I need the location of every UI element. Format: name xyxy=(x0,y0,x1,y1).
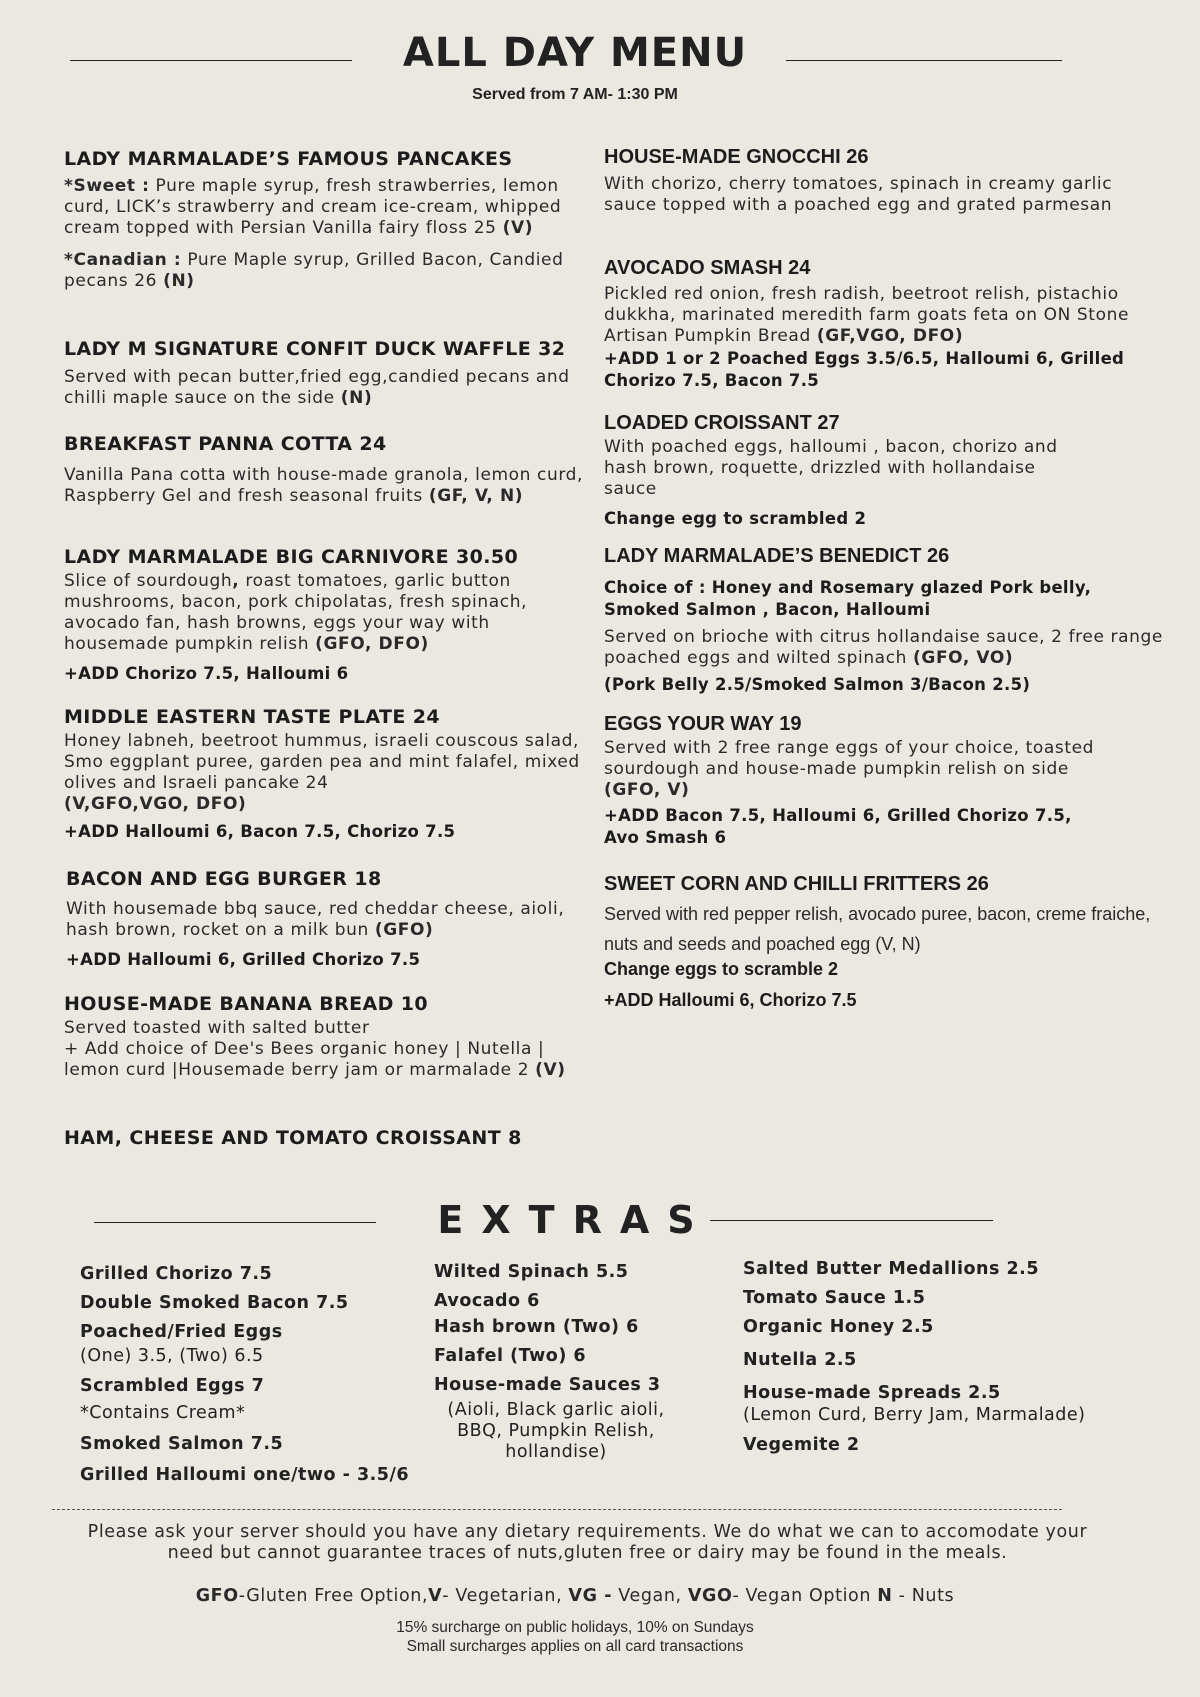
diet-tag: (GFO, V) xyxy=(604,780,690,800)
surcharge-line: 15% surcharge on public holidays, 10% on Sundays xyxy=(396,1619,754,1636)
extra-smoked-bacon xyxy=(80,1293,349,1313)
extra-label: Poached/Fried Eggs xyxy=(80,1322,283,1342)
extra-label: Grilled Chorizo 7.5 xyxy=(80,1264,273,1284)
item-title: LOADED CROISSANT 27 xyxy=(604,412,840,434)
extra-label: Avocado 6 xyxy=(434,1291,540,1311)
item-description: Served with red pepper relish, avocado puree, bacon, creme fraiche, nuts and seeds and poached egg (V, N) xyxy=(604,904,1151,954)
extra-label: Tomato Sauce 1.5 xyxy=(743,1288,926,1308)
footer-divider xyxy=(52,1509,1062,1510)
menu-item-duck-waffle xyxy=(64,338,589,409)
item-description xyxy=(604,284,1169,347)
extra-grilled-chorizo xyxy=(80,1264,272,1284)
legend-text: - Nuts xyxy=(892,1586,955,1606)
sauce-line: BBQ, Pumpkin Relish, xyxy=(457,1421,655,1441)
item-title: HOUSE-MADE GNOCCHI 26 xyxy=(604,146,869,168)
item-addons: +ADD Chorizo 7.5, Halloumi 6 xyxy=(64,664,349,683)
item-description xyxy=(66,899,591,941)
item-title: HAM, CHEESE AND TOMATO CROISSANT 8 xyxy=(64,1127,522,1149)
menu-item-banana-bread xyxy=(64,993,589,1081)
option-label: *Canadian : xyxy=(64,250,182,270)
desc-text: Vanilla Pana cotta with house-made granola, lemon curd, Raspberry Gel and fresh seasonal fruits xyxy=(64,465,584,506)
item-description xyxy=(64,1039,589,1081)
menu-item-ham-croissant xyxy=(64,1127,522,1149)
legend-text: -Gluten Free Option, xyxy=(238,1586,429,1606)
item-addons: (Pork Belly 2.5/Smoked Salmon 3/Bacon 2.5) xyxy=(604,675,1031,694)
extra-label: Hash brown (Two) 6 xyxy=(434,1317,639,1337)
extra-label: Salted Butter Medallions 2.5 xyxy=(743,1259,1039,1279)
diet-tag: (V,GFO,VGO, DFO) xyxy=(64,794,247,814)
item-addons: Change eggs to scramble 2 xyxy=(604,959,839,979)
menu-title: ALL DAY MENU xyxy=(402,30,748,76)
item-description: Honey labneh, beetroot hummus, israeli couscous salad, Smo eggplant puree, garden pea and mint falafel, mixed olives and Israeli pancake 24 xyxy=(64,731,580,793)
item-title: MIDDLE EASTERN TASTE PLATE 24 xyxy=(64,706,440,728)
desc-text: Served on brioche with citrus hollandaise sauce, 2 free range poached eggs and wilted spinach xyxy=(604,627,1163,668)
extra-hash-brown xyxy=(434,1317,639,1337)
desc-text: Slice of sourdough xyxy=(64,571,233,591)
item-choice: Choice of : Honey and Rosemary glazed Pork belly, Smoked Salmon , Bacon, Halloumi xyxy=(604,578,1092,619)
menu-item-loaded-croissant xyxy=(604,412,1074,530)
extra-label: Double Smoked Bacon 7.5 xyxy=(80,1293,349,1313)
legend-key: VGO xyxy=(687,1586,733,1606)
extra-label: House-made Spreads 2.5 xyxy=(743,1383,1001,1403)
menu-item-big-carnivore xyxy=(64,546,589,685)
legend-text: Vegan, xyxy=(612,1586,688,1606)
extra-scrambled-eggs xyxy=(80,1376,264,1396)
extra-sauces-desc xyxy=(426,1400,686,1463)
item-title: EGGS YOUR WAY 19 xyxy=(604,713,802,735)
extra-salted-butter xyxy=(743,1259,1039,1279)
extra-label: Wilted Spinach 5.5 xyxy=(434,1262,629,1282)
item-addons: Change egg to scrambled 2 xyxy=(604,509,867,528)
extra-nutella xyxy=(743,1350,857,1370)
extra-scrambled-note: *Contains Cream* xyxy=(80,1403,246,1423)
legend-text: - Vegetarian, xyxy=(442,1586,569,1606)
extra-organic-honey xyxy=(743,1317,934,1337)
menu-item-eggs-your-way xyxy=(604,713,1164,849)
extra-label: Smoked Salmon 7.5 xyxy=(80,1434,284,1454)
item-description: With poached eggs, halloumi , bacon, chorizo and hash brown, roquette, drizzled with hollandaise sauce xyxy=(604,437,1058,499)
option-label: *Sweet : xyxy=(64,176,150,196)
item-description xyxy=(64,250,584,292)
extra-label: Nutella 2.5 xyxy=(743,1350,857,1370)
item-addons: +ADD Halloumi 6, Grilled Chorizo 7.5 xyxy=(66,950,421,969)
extra-label: Grilled Halloumi one/two - 3.5/6 xyxy=(80,1465,410,1485)
item-description xyxy=(64,465,589,507)
extra-label: Scrambled Eggs 7 xyxy=(80,1376,265,1396)
desc-text: roast tomatoes, garlic button mushrooms, bacon, pork chipolatas, fresh spinach, avocado fan, hash browns, eggs your way with housemade pumpkin relish xyxy=(64,571,528,654)
extra-label: Falafel (Two) 6 xyxy=(434,1346,587,1366)
legend-text: - Vegan Option xyxy=(732,1586,878,1606)
surcharge-line: Small surcharges applies on all card transactions xyxy=(406,1638,744,1655)
extra-avocado xyxy=(434,1291,540,1311)
sauce-line: (Aioli, Black garlic aioli, xyxy=(447,1400,665,1420)
extra-label: House-made Sauces 3 xyxy=(434,1375,661,1395)
legend-key: V xyxy=(428,1586,443,1606)
extra-tomato-sauce xyxy=(743,1288,925,1308)
extra-sauces xyxy=(434,1375,661,1395)
item-title: BACON AND EGG BURGER 18 xyxy=(66,868,382,890)
diet-tag: (GF, V, N) xyxy=(428,486,524,506)
item-addons: +ADD Bacon 7.5, Halloumi 6, Grilled Chorizo 7.5, Avo Smash 6 xyxy=(604,806,1072,847)
item-title: LADY M SIGNATURE CONFIT DUCK WAFFLE 32 xyxy=(64,338,566,360)
menu-item-benedict xyxy=(604,545,1164,696)
item-title: LADY MARMALADE BIG CARNIVORE 30.50 xyxy=(64,546,519,568)
legend-key: VG - xyxy=(568,1586,613,1606)
menu-item-pancakes xyxy=(64,148,584,292)
diet-legend xyxy=(0,1586,1150,1606)
item-description: With chorizo, cherry tomatoes, spinach in creamy garlic sauce topped with a poached egg and grated parmesan xyxy=(604,174,1113,215)
item-addons: +ADD Halloumi 6, Bacon 7.5, Chorizo 7.5 xyxy=(64,822,456,841)
menu-item-corn-fritters xyxy=(604,873,1169,1011)
item-description: Served toasted with salted butter xyxy=(64,1018,370,1038)
diet-tag: (GFO) xyxy=(374,920,434,940)
desc-text: + Add choice of Dee's Bees organic honey | Nutella | lemon curd |Housemade berry jam or marmalade 2 xyxy=(64,1039,545,1080)
dietary-notice: Please ask your server should you have any dietary requirements. We do what we can to accomodate your need but cannot guarantee traces of nuts,gluten free or dairy may be found in the meals. xyxy=(87,1522,1088,1563)
item-description xyxy=(604,627,1164,669)
item-title: LADY MARMALADE’S FAMOUS PANCAKES xyxy=(64,148,513,170)
desc-text: Served with pecan butter,fried egg,candied pecans and chilli maple sauce on the side xyxy=(64,367,570,408)
item-description: Served with 2 free range eggs of your choice, toasted sourdough and house-made pumpkin relish on side xyxy=(604,738,1095,779)
extra-spreads-desc: (Lemon Curd, Berry Jam, Marmalade) xyxy=(743,1405,1086,1425)
menu-item-panna-cotta xyxy=(64,433,589,507)
item-addons: +ADD Halloumi 6, Chorizo 7.5 xyxy=(604,990,857,1010)
legend-key: GFO xyxy=(195,1586,239,1606)
legend-key: N xyxy=(877,1586,893,1606)
extras-title: EXTRAS xyxy=(437,1198,713,1242)
diet-tag: (GF,VGO, DFO) xyxy=(816,326,964,346)
extra-vegemite xyxy=(743,1435,860,1455)
menu-subtitle: Served from 7 AM- 1:30 PM xyxy=(472,86,678,103)
diet-tag: (GFO, DFO) xyxy=(315,634,429,654)
menu-item-gnocchi xyxy=(604,146,1164,216)
diet-tag: (N) xyxy=(163,271,195,291)
option-text: Pure Maple syrup, Grilled Bacon, Candied pecans 26 xyxy=(64,250,564,291)
diet-tag: (N) xyxy=(340,388,373,408)
extra-label: Vegemite 2 xyxy=(743,1435,860,1455)
surcharge-notice xyxy=(0,1618,1150,1656)
extra-label: Organic Honey 2.5 xyxy=(743,1317,934,1337)
item-description xyxy=(64,176,584,239)
menu-item-avocado-smash xyxy=(604,257,1169,392)
extra-falafel xyxy=(434,1346,586,1366)
sauce-line: hollandise) xyxy=(505,1442,607,1462)
extra-grilled-halloumi xyxy=(80,1465,409,1485)
menu-item-middle-eastern xyxy=(64,706,589,843)
item-title: SWEET CORN AND CHILLI FRITTERS 26 xyxy=(604,873,989,895)
extra-eggs xyxy=(80,1322,283,1342)
item-title: LADY MARMALADE’S BENEDICT 26 xyxy=(604,545,950,567)
menu-item-bacon-egg-burger xyxy=(66,868,591,971)
option-text: Pure maple syrup, fresh strawberries, lemon curd, LICK’s strawberry and cream ice-cream, whipped cream topped with Persian Vanilla fairy floss 25 xyxy=(64,176,562,238)
extra-smoked-salmon xyxy=(80,1434,283,1454)
extra-wilted-spinach xyxy=(434,1262,628,1282)
item-description xyxy=(64,571,589,655)
item-description xyxy=(64,367,589,409)
desc-text: With housemade bbq sauce, red cheddar cheese, aioli, hash brown, rocket on a milk bun xyxy=(66,899,565,940)
diet-tag: (V) xyxy=(502,218,534,238)
extra-spreads xyxy=(743,1383,1001,1403)
item-title: BREAKFAST PANNA COTTA 24 xyxy=(64,433,387,455)
diet-tag: (GFO, VO) xyxy=(913,648,1014,668)
extra-eggs-price: (One) 3.5, (Two) 6.5 xyxy=(80,1346,264,1366)
item-addons: +ADD 1 or 2 Poached Eggs 3.5/6.5, Halloumi 6, Grilled Chorizo 7.5, Bacon 7.5 xyxy=(604,349,1125,390)
item-title: AVOCADO SMASH 24 xyxy=(604,257,811,279)
desc-text: Pickled red onion, fresh radish, beetroot relish, pistachio dukkha, marinated meredith farm goats feta on ON Stone Artisan Pumpkin Bread xyxy=(604,284,1130,346)
item-title: HOUSE-MADE BANANA BREAD 10 xyxy=(64,993,429,1015)
diet-tag: (V) xyxy=(535,1060,566,1080)
desc-text: , xyxy=(232,571,240,591)
